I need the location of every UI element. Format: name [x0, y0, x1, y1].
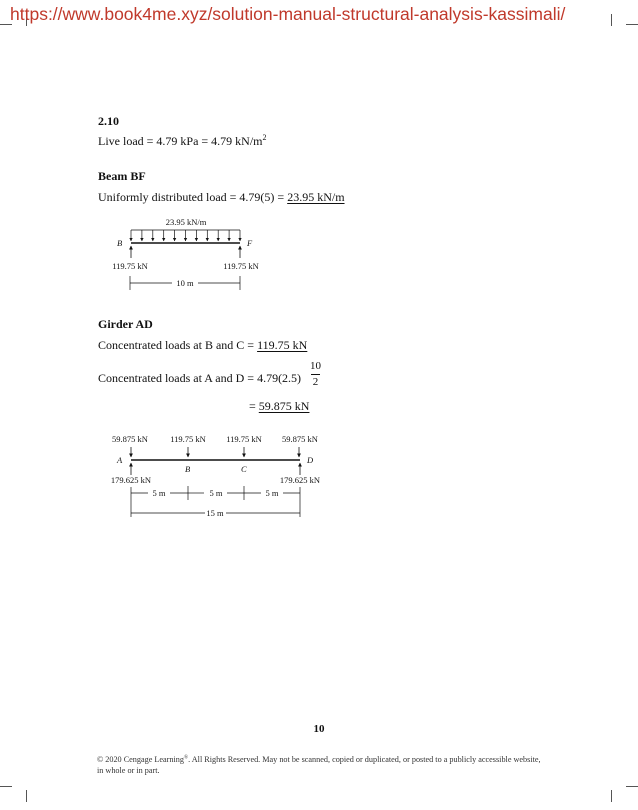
beam-bf-heading: Beam BF [98, 169, 146, 183]
beam-bf-figure [112, 217, 259, 290]
point-a-label: A [117, 455, 123, 465]
fraction-numerator: 10 [310, 360, 321, 372]
girder-line-1-prefix: Concentrated loads at B and C = [98, 338, 258, 352]
live-load-text: Live load = 4.79 kPa = 4.79 kN/m [98, 134, 263, 148]
seg3-label: 5 m [265, 488, 279, 498]
reaction-d-label: 179.625 kN [279, 475, 321, 485]
footer-copyright [97, 754, 557, 776]
reaction-b-label: 119.75 kN [112, 261, 148, 271]
girder-line-3-result: 59.875 kN [258, 399, 310, 413]
footer-text-c: in whole or in part. [97, 766, 160, 776]
seg2-label: 5 m [209, 488, 223, 498]
load-d-label: 59.875 kN [282, 434, 318, 444]
load-b-label: 119.75 kN [170, 434, 206, 444]
point-c-label: C [241, 464, 247, 474]
total-label: 15 m [206, 508, 224, 518]
footer-registered: ® [183, 754, 189, 761]
support-b-label: B [117, 238, 123, 248]
udl-prefix: Uniformly distributed load = 4.79(5) = [98, 190, 288, 204]
point-b-label: B [185, 464, 191, 474]
live-load-exponent: 2 [262, 133, 267, 142]
reaction-f-label: 119.75 kN [223, 261, 259, 271]
point-d-label: D [307, 455, 314, 465]
load-c-label: 119.75 kN [226, 434, 262, 444]
girder-line-1-result: 119.75 kN [257, 338, 308, 352]
problem-number: 2.10 [98, 114, 119, 128]
girder-line-3-prefix: = [249, 399, 259, 413]
load-a-label: 59.875 kN [112, 434, 148, 444]
page-number: 10 [313, 723, 325, 735]
udl-arrows [131, 230, 240, 241]
fraction-denominator: 2 [312, 376, 319, 388]
seg1-label: 5 m [152, 488, 166, 498]
reaction-a-label: 179.625 kN [110, 475, 152, 485]
girder-ad-figure [111, 434, 320, 518]
girder-line-2: Concentrated loads at A and D = 4.79(2.5) [98, 371, 302, 385]
support-f-label: F [247, 238, 253, 248]
udl-label: 23.95 kN/m [165, 217, 207, 227]
header-url[interactable]: https://www.book4me.xyz/solution-manual-structural-analysis-kassimali/ [10, 4, 566, 24]
girder-ad-heading: Girder AD [98, 317, 153, 331]
span-label: 10 m [176, 278, 194, 288]
footer-text-b: . All Rights Reserved. May not be scanned, copied or duplicated, or posted to a publicly accessible website, [188, 755, 541, 764]
footer-text-a: © 2020 Cengage Learning [97, 755, 184, 764]
udl-result: 23.95 kN/m [287, 190, 345, 204]
